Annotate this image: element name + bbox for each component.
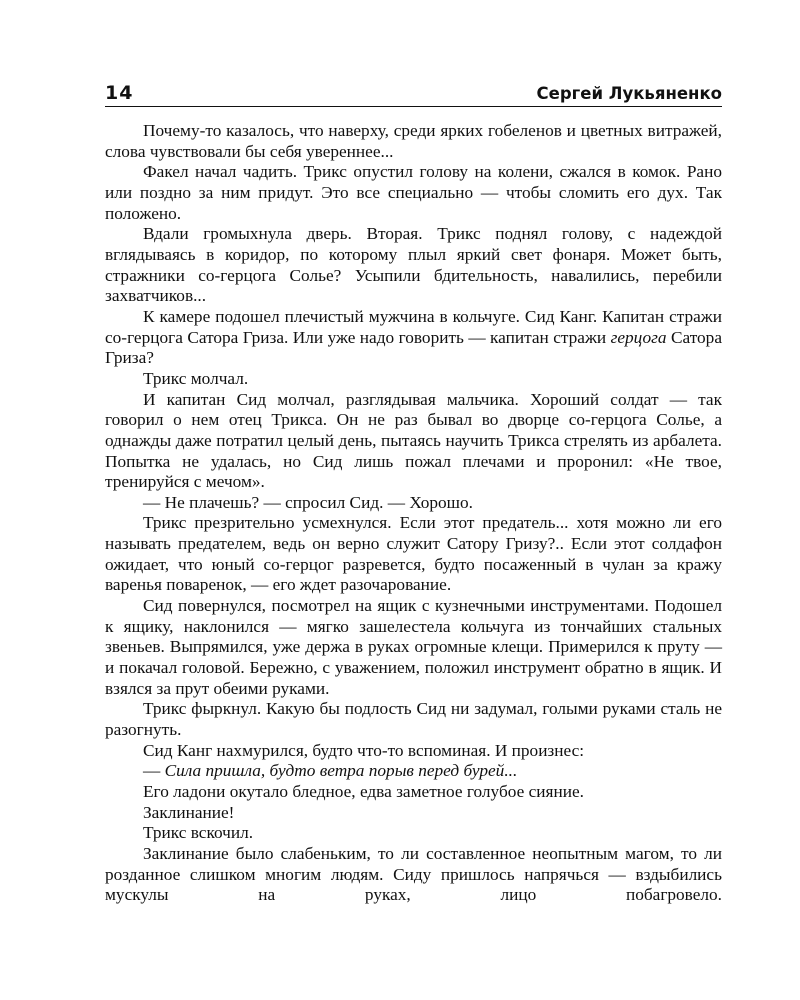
paragraph-text: К камере подошел плечистый мужчина в кольчуге. Сид Канг. Капитан стражи со-герцога Сатора Гриза. Или уже надо говорить — капитан стражи bbox=[105, 306, 722, 347]
paragraph: Заклинание! bbox=[143, 802, 235, 822]
running-title: Сергей Лукьяненко bbox=[536, 84, 722, 103]
body-text bbox=[105, 121, 722, 906]
paragraph: Вдали громыхнула дверь. Вторая. Трикс поднял голову, с надеждой вглядываясь в коридор, по которому плыл яркий свет фонаря. Может быть, стражники со-герцога Солье? Усыпили бдительность, навалились, перебили захватчиков... bbox=[105, 224, 722, 306]
italic-incantation: Сила пришла, будто ветра порыв перед бурей... bbox=[164, 761, 518, 781]
book-page bbox=[105, 80, 722, 906]
paragraph bbox=[105, 307, 722, 369]
paragraph-text: Сатора Гриза? bbox=[105, 327, 722, 368]
paragraph-text: — bbox=[143, 761, 165, 781]
page-number: 14 bbox=[105, 82, 134, 104]
paragraph: Его ладони окутало бледное, едва заметное голубое сияние. bbox=[143, 782, 584, 801]
italic-emphasis: герцога bbox=[610, 327, 667, 347]
paragraph: И капитан Сид молчал, разглядывая мальчика. Хороший солдат — так говорил о нем отец Трикса. Он не раз бывал во дворце со-герцога Солье, а однажды даже потратил целый день, пытаясь научить Трикса стрелять из арбалета. Попытка не удалась, но Сид лишь пожал плечами и проронил: «Не твое, тренируйся с мечом». bbox=[105, 389, 722, 492]
paragraph: Сид повернулся, посмотрел на ящик с кузнечными инструментами. Подошел к ящику, наклонился — мягко зашелестела кольчуга из тончайших стальных звеньев. Выпрямился, уже держа в руках огромные клещи. Примерился к пруту — и покачал головой. Бережно, с уважением, положил инструмент обратно в ящик. И взялся за прут обеими руками. bbox=[105, 596, 722, 698]
paragraph: Трикс молчал. bbox=[143, 368, 249, 388]
paragraph: Трикс фыркнул. Какую бы подлость Сид ни задумал, голыми руками сталь не разогнуть. bbox=[105, 699, 722, 740]
paragraph bbox=[105, 761, 722, 782]
paragraph: Факел начал чадить. Трикс опустил голову на колени, сжался в комок. Рано или поздно за ним придут. Это все специально — чтобы сломить его дух. Так положено. bbox=[105, 162, 722, 223]
page-header bbox=[105, 80, 722, 107]
paragraph: — Не плачешь? — спросил Сид. — Хорошо. bbox=[143, 492, 473, 512]
paragraph: Заклинание было слабеньким, то ли составленное неопытным магом, то ли розданное слишком многим людям. Сиду пришлось напрячься — вздыбились мускулы на руках, лицо побагровело. bbox=[105, 843, 722, 905]
paragraph: Трикс презрительно усмехнулся. Если этот предатель... хотя можно ли его называть предателем, ведь он верно служит Сатору Гризу?.. Если этот солдафон ожидает, что юный со-герцог разревется, будто посаженный в чулан за кражу варенья поваренок, — его ждет разочарование. bbox=[105, 513, 722, 595]
paragraph: Трикс вскочил. bbox=[143, 823, 254, 843]
paragraph: Почему-то казалось, что наверху, среди ярких гобеленов и цветных витражей, слова чувствовали бы себя увереннее... bbox=[105, 121, 722, 161]
paragraph: Сид Канг нахмурился, будто что-то вспоминая. И произнес: bbox=[143, 740, 585, 760]
